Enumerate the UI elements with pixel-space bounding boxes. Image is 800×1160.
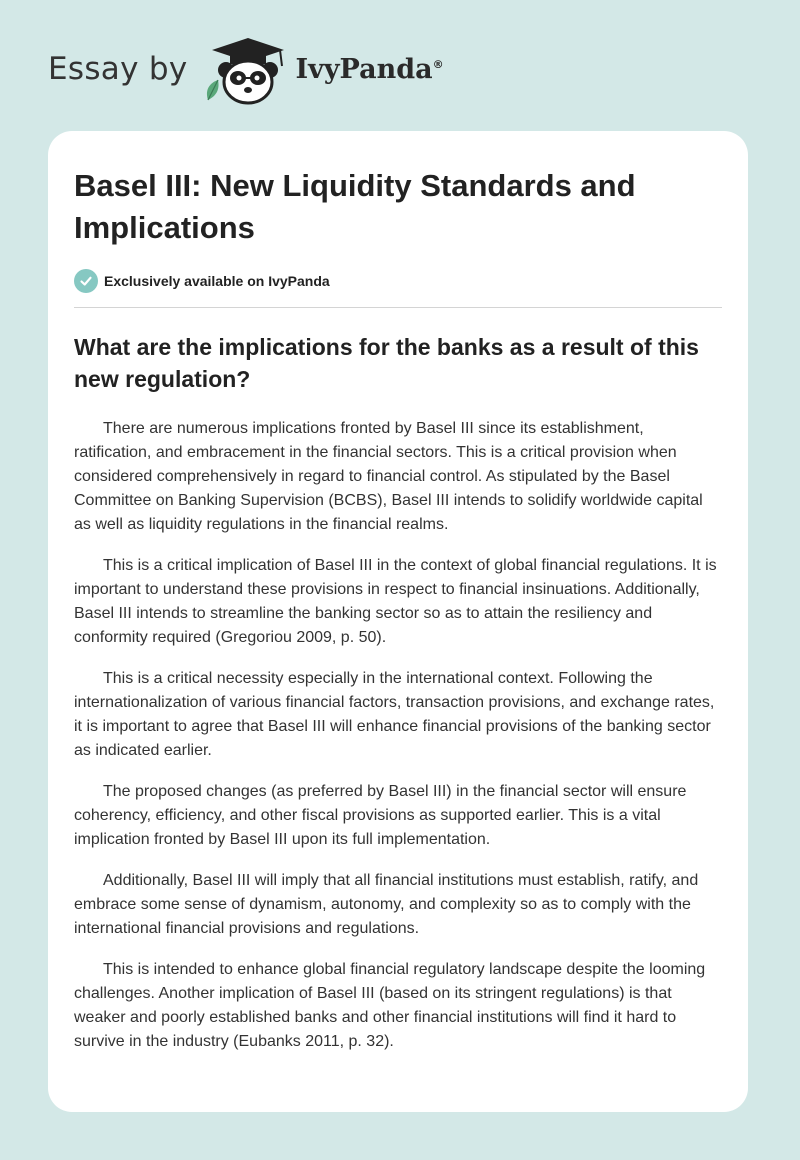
paragraph: This is a critical necessity especially in the international context. Following the internationalization of various financial factors, transaction provisions, and exchange rates, it is important to agree that Basel III will enhance financial provisions of the banking sector as indicated earlier.: [74, 670, 715, 759]
paragraph: This is a critical implication of Basel III in the context of global financial regulations. It is important to understand these provisions in respect to financial insinuations. Additionally, Basel III intends to streamline the banking sector so as to attain the resiliency and conformity required (Gregoriou 2009, p. 50).: [74, 557, 717, 646]
badge-text: Exclusively available on IvyPanda: [104, 273, 330, 289]
essay-card: [48, 131, 748, 1112]
paragraph: Additionally, Basel III will imply that all financial institutions must establish, ratify, and embrace some sense of dynamism, autonomy, and complexity so as to comply with the international financial provisions and regulations.: [74, 872, 699, 937]
brand-prefix: Essay by: [48, 51, 188, 87]
page-title: Basel III: New Liquidity Standards and Implications: [74, 168, 636, 245]
section-heading: What are the implications for the banks as a result of this new regulation?: [74, 334, 699, 392]
panda-logo-icon: [202, 36, 294, 108]
paragraph: There are numerous implications fronted by Basel III since its establishment, ratification, and embracement in the financial sectors. This is a critical provision when considered comprehensively in regard to financial control. As stipulated by the Basel Committee on Banking Supervision (BCBS), Basel III intends to solidify worldwide capital as well as liquidity regulations in the financial realms.: [74, 420, 703, 533]
registered-mark: ®: [432, 57, 444, 71]
check-circle-icon: [74, 269, 98, 293]
checkmark-icon: [79, 274, 93, 288]
exclusive-badge: [74, 267, 722, 295]
paragraph: The proposed changes (as preferred by Basel III) in the financial sector will ensure coherency, efficiency, and other fiscal provisions as supported earlier. This is a vital implication fronted by Basel III upon its full implementation.: [74, 783, 687, 848]
brand-header: [48, 36, 444, 108]
paragraph: This is intended to enhance global financial regulatory landscape despite the looming challenges. Another implication of Basel III (based on its stringent regulations) is that weaker and poorly established banks and other financial institutions will find it hard to survive in the industry (Eubanks 2011, p. 32).: [74, 961, 706, 1050]
divider: [74, 307, 722, 308]
essay-body: [74, 417, 722, 1054]
brand-name: [296, 54, 444, 85]
brand-name-text: IvyPanda: [295, 53, 433, 85]
